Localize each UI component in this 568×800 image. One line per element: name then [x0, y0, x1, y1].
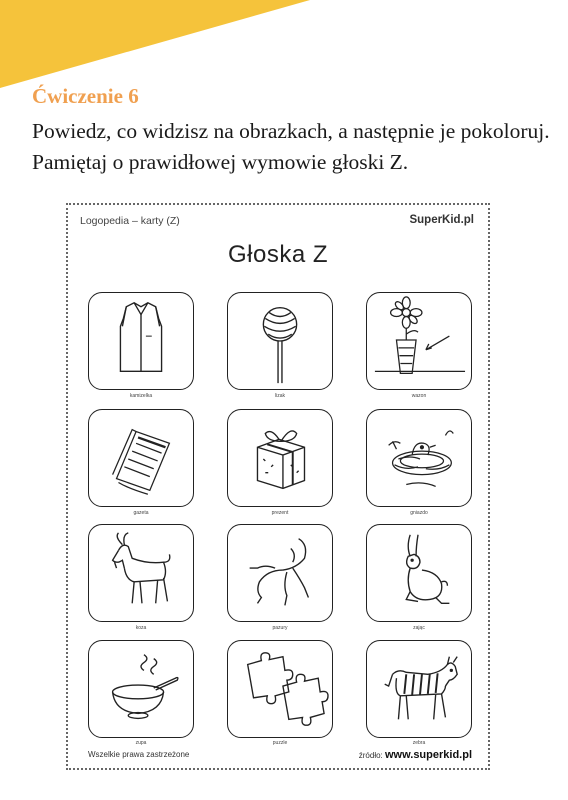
- card-caption: kamizelka: [129, 393, 153, 399]
- gift-icon: [228, 410, 332, 506]
- card-caption: lizak: [274, 393, 285, 399]
- footer-source-label: źródło:: [358, 751, 383, 760]
- card-zebra: [366, 640, 472, 738]
- vest-icon: [89, 293, 193, 389]
- zebra-icon: [367, 641, 471, 737]
- card-nest: [366, 409, 472, 507]
- corner-decoration: [0, 0, 310, 90]
- hare-icon: [367, 525, 471, 621]
- lollipop-icon: [228, 293, 332, 389]
- card-caption: koza: [135, 625, 147, 631]
- claws-icon: [228, 525, 332, 621]
- instruction-text: Powiedz, co widzisz na obrazkach, a następnie je pokoloruj. Pamiętaj o prawidłowej wymowie głoski Z.: [32, 119, 550, 174]
- card-caption: puzzle: [272, 740, 288, 746]
- card-caption: zupa: [135, 740, 147, 746]
- worksheet-brand: SuperKid.pl: [409, 214, 474, 226]
- card-hare: [366, 524, 472, 622]
- exercise-title: Ćwiczenie 6: [32, 84, 139, 108]
- nest-icon: [367, 410, 471, 506]
- card-caption: gniazdo: [410, 510, 428, 516]
- card-caption: zebra: [412, 740, 426, 746]
- soup-icon: [89, 641, 193, 737]
- card-newspaper: [88, 409, 194, 507]
- newspaper-icon: [89, 410, 193, 506]
- card-caption: wazon: [411, 393, 427, 399]
- card-caption: gazeta: [133, 510, 149, 516]
- puzzle-icon: [228, 641, 332, 737]
- card-caption: pazury: [272, 625, 288, 631]
- card-claws: [227, 524, 333, 622]
- worksheet-header-left: Logopedia – karty (Z): [80, 215, 180, 227]
- vase-icon: [367, 293, 471, 389]
- card-vest: [88, 292, 194, 390]
- card-caption: prezent: [271, 510, 289, 516]
- card-lollipop: [227, 292, 333, 390]
- card-goat: [88, 524, 194, 622]
- goat-icon: [89, 525, 193, 621]
- worksheet: [66, 203, 490, 770]
- card-puzzle: [227, 640, 333, 738]
- card-vase: [366, 292, 472, 390]
- footer-source: [359, 749, 472, 761]
- worksheet-title: Głoska Z: [227, 241, 329, 268]
- card-gift: [227, 409, 333, 507]
- footer-source-url: www.superkid.pl: [385, 749, 472, 761]
- card-caption: zając: [413, 625, 425, 631]
- footer-rights: Wszelkie prawa zastrzeżone: [88, 750, 190, 759]
- card-soup: [88, 640, 194, 738]
